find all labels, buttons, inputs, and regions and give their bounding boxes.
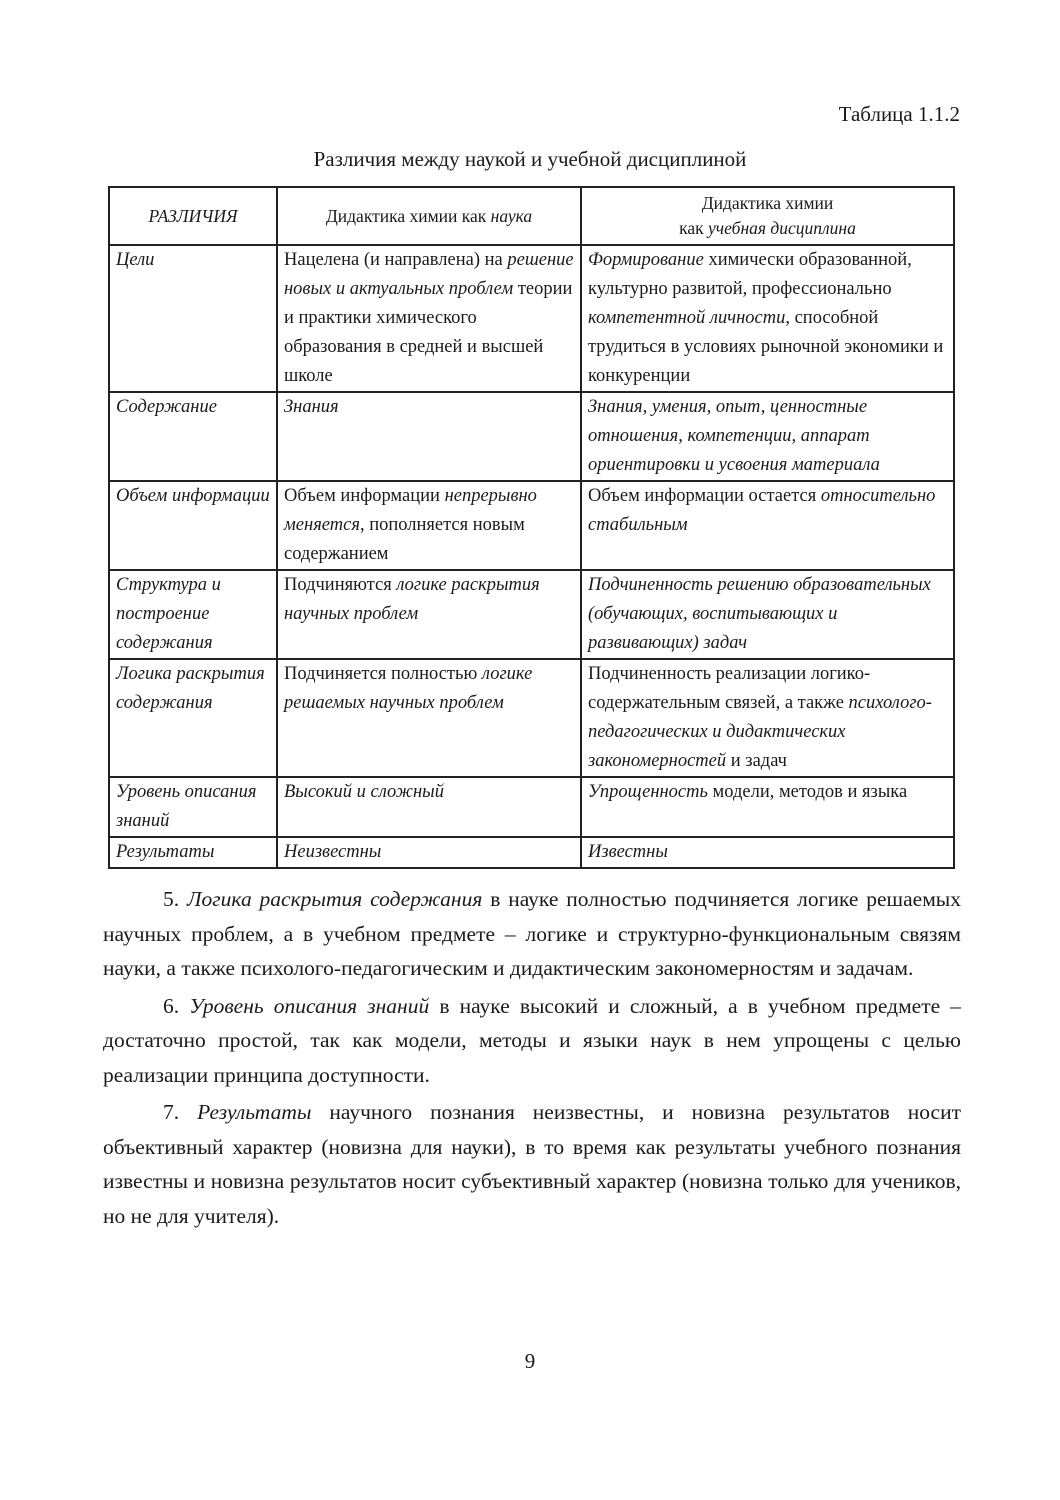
text-run: логике решаемых научных проблем <box>284 664 533 713</box>
discipline-cell <box>581 245 954 392</box>
table-body <box>109 245 954 868</box>
table-number: Таблица 1.1.2 <box>838 102 960 126</box>
text-run: научного познания неизвестны, и новизна результатов носит объективный характер (новизна для науки), в то время как результаты учебного познания известны и новизна результатов носит субъективный характер (новизна только для учеников, но не для учителя). <box>103 1100 962 1228</box>
body-paragraph <box>103 882 961 986</box>
row-label: Объем информации <box>109 481 277 570</box>
science-cell <box>277 777 581 837</box>
text-run: Объем информации остается <box>588 486 821 506</box>
text-run: Объем информации <box>284 486 445 506</box>
text-run: 7. <box>163 1100 198 1124</box>
science-cell <box>277 392 581 481</box>
header-science <box>277 187 581 245</box>
discipline-cell <box>581 659 954 777</box>
body-paragraph <box>103 1095 961 1233</box>
text-run: Подчиняются <box>284 575 397 595</box>
text-run: Подчиненность решению образовательных (обучающих, воспитывающих и развивающих) задач <box>588 575 931 653</box>
text-run: и задач <box>726 751 787 771</box>
row-label: Структура и построение содержания <box>109 570 277 659</box>
header-discipline-prefix: как <box>679 218 709 238</box>
text-run: Неизвестны <box>284 842 382 862</box>
table-row <box>109 659 954 777</box>
discipline-cell <box>581 570 954 659</box>
science-cell <box>277 570 581 659</box>
text-run: Результаты <box>197 1100 312 1124</box>
text-run: в науке высокий и сложный, а в учебном предмете – достаточно простой, так как модели, методы и языки наук в нем упрощены с целью реализации принципа доступности. <box>103 993 962 1087</box>
science-cell <box>277 245 581 392</box>
text-run: Высокий и сложный <box>284 782 444 802</box>
discipline-cell <box>581 837 954 868</box>
text-run: Уровень описания знаний <box>189 993 430 1018</box>
text-run: 5. <box>163 887 187 911</box>
text-run: Нацелена (и направлена) на <box>284 250 508 270</box>
page-number: 9 <box>524 1349 536 1373</box>
text-run: относительно стабильным <box>588 486 936 535</box>
text-run: Известны <box>588 842 668 862</box>
row-label: Логика раскрытия содержания <box>109 659 277 777</box>
text-run: психолого-педагогических и дидактических закономерностей <box>588 693 932 771</box>
header-science-em: наука <box>490 205 533 226</box>
row-label: Результаты <box>109 837 277 868</box>
header-science-prefix: Дидактика химии как <box>325 205 491 226</box>
row-label: Уровень описания знаний <box>109 777 277 837</box>
header-discipline-line1: Дидактика химии <box>701 193 834 213</box>
text-run: теории и практики химического образования в средней и высшей школе <box>284 279 573 386</box>
discipline-cell <box>581 392 954 481</box>
science-cell <box>277 659 581 777</box>
text-run: непрерывно меняется <box>284 486 537 535</box>
science-cell <box>277 481 581 570</box>
body-text <box>103 882 961 1236</box>
differences-table <box>108 186 955 869</box>
discipline-cell <box>581 481 954 570</box>
text-run: Знания <box>284 397 339 417</box>
science-cell <box>277 837 581 868</box>
text-run: Знания, умения, опыт, ценностные отношения, компетенции, аппарат ориентировки и усвоения материала <box>588 397 880 475</box>
row-label: Цели <box>109 245 277 392</box>
table-row <box>109 481 954 570</box>
text-run: Логика раскрытия содержания <box>186 887 483 911</box>
body-paragraph <box>103 989 961 1093</box>
table-row <box>109 570 954 659</box>
text-run: химически образованной, культурно развитой, профессионально <box>588 250 912 299</box>
text-run: решение новых и актуальных проблем <box>284 250 574 299</box>
text-run: модели, методов и языка <box>707 782 908 802</box>
table-header-row <box>109 187 954 245</box>
text-run: 6. <box>163 993 190 1018</box>
text-run: Подчиненность реализации логико-содержательным связей, а также <box>588 664 871 713</box>
row-label: Содержание <box>109 392 277 481</box>
text-run: логике раскрытия научных проблем <box>284 575 540 624</box>
text-run: компетентной личности <box>588 308 786 328</box>
table-row <box>109 245 954 392</box>
table-title: Различия между наукой и учебной дисциплиной <box>313 147 747 171</box>
text-run: Подчиняется полностью <box>284 664 482 684</box>
table-row <box>109 392 954 481</box>
text-run: Формирование <box>588 250 704 270</box>
text-run: в науке полностью подчиняется логике решаемых научных проблем, а в учебном предмете – логике и структурно-функциональным связям науки, а также психолого-педагогическим и дидактическим закономерностям и задачам. <box>103 887 961 980</box>
table-row <box>109 837 954 868</box>
text-run: Упрощенность <box>588 782 708 802</box>
header-discipline-em: учебная дисциплина <box>708 218 856 238</box>
header-differences: РАЗЛИЧИЯ <box>109 187 277 245</box>
text-run: , способной трудиться в условиях рыночной экономики и конкуренции <box>588 308 944 386</box>
discipline-cell <box>581 777 954 837</box>
text-run: , пополняется новым содержанием <box>284 515 525 564</box>
header-discipline <box>581 187 954 245</box>
table-row <box>109 777 954 837</box>
